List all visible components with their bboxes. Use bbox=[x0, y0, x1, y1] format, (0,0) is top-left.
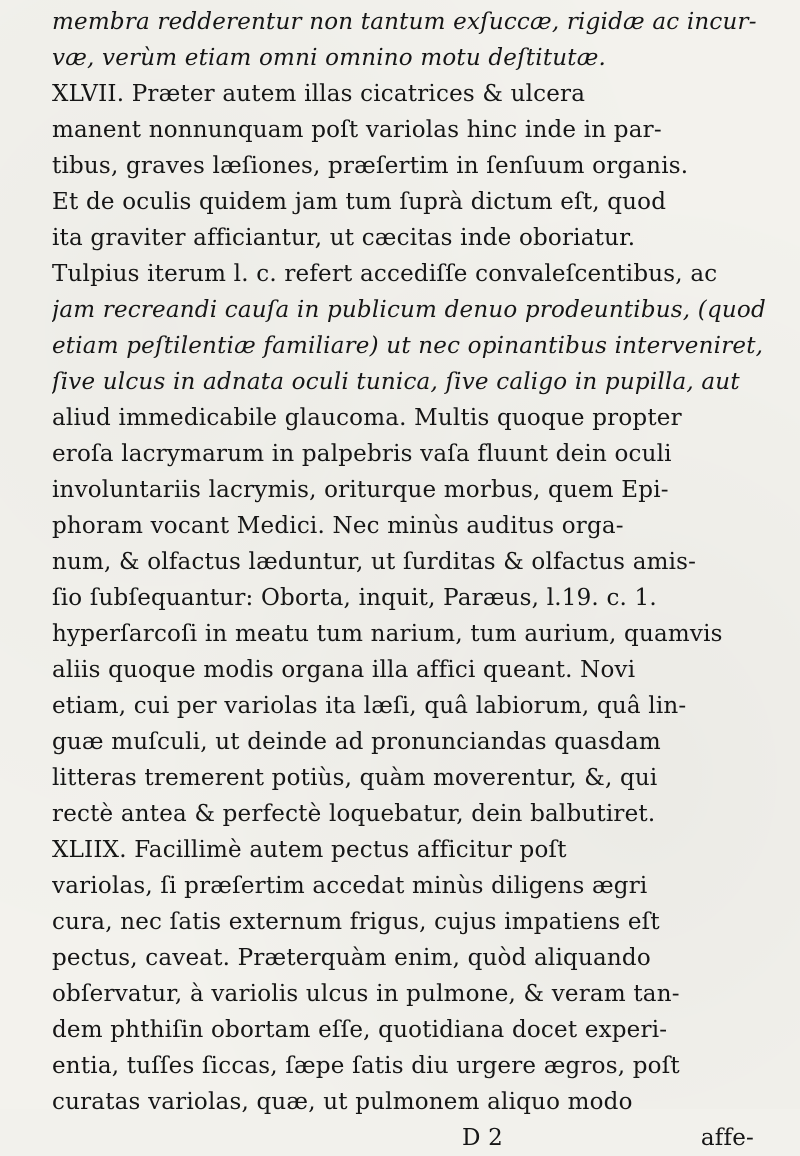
text-line: ſive ulcus in adnata oculi tunica, ſive caligo in pupilla, aut bbox=[52, 369, 740, 395]
text-line: Et de oculis quidem jam tum ſuprà dictum eſt, quod bbox=[52, 189, 667, 215]
text-line: eroſa lacrymarum in palpebris vaſa fluunt dein oculi bbox=[52, 441, 672, 467]
catchword: affe- bbox=[700, 1125, 754, 1151]
text-line: dem phthiſin obortam eſſe, quotidiana docet experi- bbox=[52, 1017, 668, 1043]
text-line: litteras tremerent potiùs, quàm moverentur, &, qui bbox=[52, 765, 658, 791]
text-line: entia, tuſſes ſiccas, ſæpe ſatis diu urgere ægros, poſt bbox=[52, 1053, 680, 1079]
text-line: guæ muſculi, ut deinde ad pronunciandas quasdam bbox=[52, 729, 661, 755]
signature-mark: D 2 bbox=[462, 1125, 503, 1151]
text-line: væ, verùm etiam omni omnino motu deſtitutæ. bbox=[52, 45, 607, 71]
text-body bbox=[52, 4, 782, 1156]
section-heading-line: XLIIX. Facillimè autem pectus afficitur poſt bbox=[52, 837, 567, 863]
text-line: jam recreandi cauſa in publicum denuo prodeuntibus, (quod bbox=[52, 297, 766, 323]
text-line: obſervatur, à variolis ulcus in pulmone, & veram tan- bbox=[52, 981, 680, 1007]
text-line: Tulpius iterum l. c. refert accediſſe convaleſcentibus, ac bbox=[52, 261, 718, 287]
text-line: manent nonnunquam poſt variolas hinc inde in par- bbox=[52, 117, 662, 143]
text-line: variolas, ſi præſertim accedat minùs diligens ægri bbox=[52, 873, 648, 899]
text-line: ſio ſubſequantur: Oborta, inquit, Paræus, l.19. c. 1. bbox=[52, 585, 657, 611]
text-line: phoram vocant Medici. Nec minùs auditus orga- bbox=[52, 513, 624, 539]
text-line: cura, nec ſatis externum frigus, cujus impatiens eſt bbox=[52, 909, 660, 935]
text-line: etiam peſtilentiæ familiare) ut nec opinantibus interveniret, bbox=[52, 333, 764, 359]
text-line: ita graviter afficiantur, ut cæcitas inde oboriatur. bbox=[52, 225, 636, 251]
page-footer bbox=[52, 1120, 782, 1156]
text-line: curatas variolas, quæ, ut pulmonem aliquo modo bbox=[52, 1089, 633, 1115]
text-line: involuntariis lacrymis, oriturque morbus, quem Epi- bbox=[52, 477, 669, 503]
section-heading-line: XLVII. Præter autem illas cicatrices & ulcera bbox=[52, 81, 586, 107]
text-line: tibus, graves læſiones, præſertim in ſenſuum organis. bbox=[52, 153, 689, 179]
text-line: aliud immedicabile glaucoma. Multis quoque propter bbox=[52, 405, 682, 431]
text-line: pectus, caveat. Præterquàm enim, quòd aliquando bbox=[52, 945, 651, 971]
text-line: hyperſarcoſi in meatu tum narium, tum aurium, quamvis bbox=[52, 621, 723, 647]
text-line: num, & olfactus læduntur, ut ſurditas & olfactus amis- bbox=[52, 549, 697, 575]
text-line: membra redderentur non tantum exſuccæ, rigidæ ac incur- bbox=[52, 9, 757, 35]
text-line: aliis quoque modis organa illa affici queant. Novi bbox=[52, 657, 636, 683]
text-line: rectè antea & perfectè loquebatur, dein balbutiret. bbox=[52, 801, 656, 827]
text-line: etiam, cui per variolas ita læſi, quâ labiorum, quâ lin- bbox=[52, 693, 687, 719]
